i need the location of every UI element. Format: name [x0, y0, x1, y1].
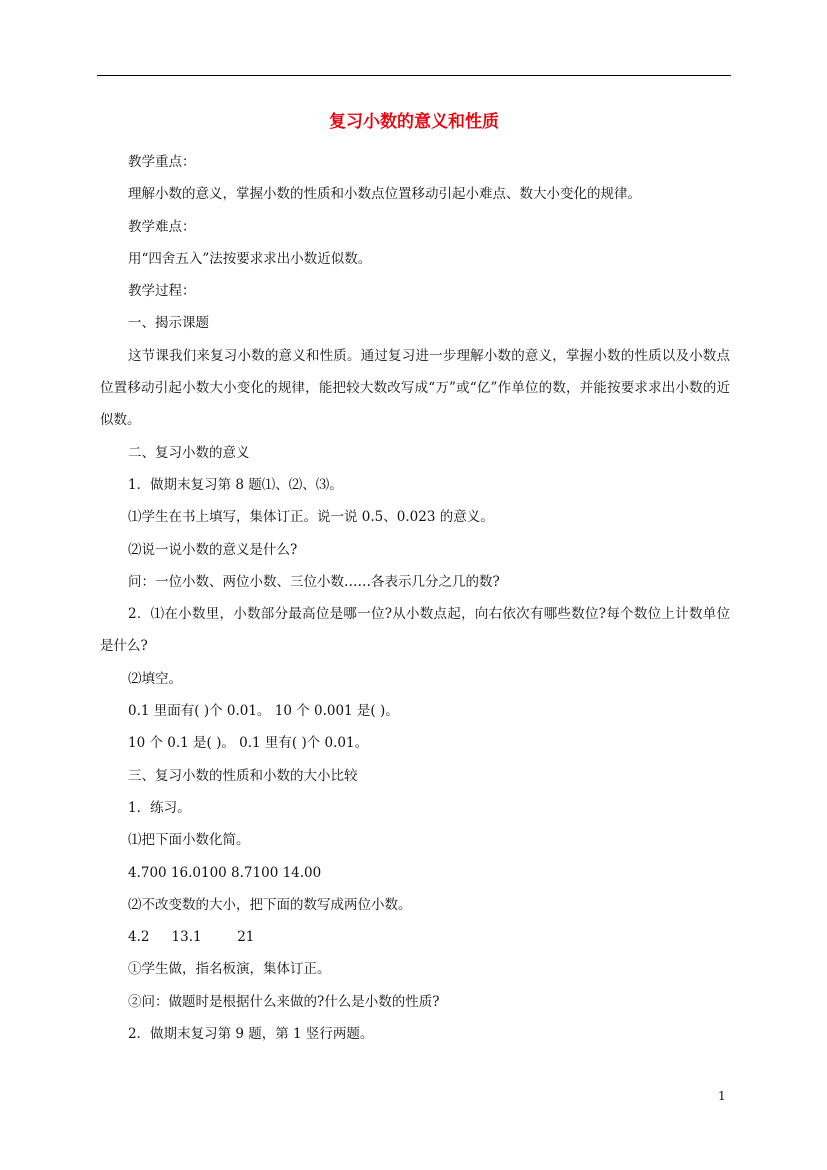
paragraph-exercise-9: 2．做期末复习第 9 题，第 1 竖行两题。 — [128, 1026, 374, 1043]
page-number: 1 — [718, 1089, 726, 1103]
header-rule — [97, 75, 731, 76]
paragraph-fill-blank-2: 10 个 0.1 是( )。 0.1 里有( )个 0.01。 — [128, 735, 369, 752]
paragraph-student-work: ①学生做，指名板演，集体订正。 — [128, 961, 331, 978]
paragraph-simplify: ⑴把下面小数化简。 — [128, 832, 250, 849]
paragraph-introduction: 这节课我们来复习小数的意义和性质。通过复习进一步理解小数的意义，掌握小数的性质以及小数点位置移动引起小数大小变化的规律，能把较大数改写成“万”或“亿”作单位的数，并能按要求求出小数的近似数。 — [100, 347, 730, 429]
paragraph-fill-blank-1: 0.1 里面有( )个 0.01。 10 个 0.001 是( )。 — [128, 703, 399, 720]
section-label-difficulties: 教学难点： — [128, 218, 196, 235]
document-body — [100, 146, 730, 1050]
paragraph-two-decimal-numbers: 4.2 13.1 21 — [128, 929, 255, 946]
paragraph-fill-blank-label: ⑵填空。 — [128, 670, 182, 687]
heading-part-one: 一、揭示课题 — [128, 315, 209, 332]
heading-part-two: 二、复习小数的意义 — [128, 444, 250, 461]
section-label-key-points: 教学重点： — [128, 154, 196, 170]
paragraph-meaning-question: ⑵说一说小数的意义是什么? — [128, 541, 298, 558]
paragraph-fill-in: ⑴学生在书上填写，集体订正。说一说 0.5、0.023 的意义。 — [128, 509, 494, 526]
section-label-process: 教学过程： — [128, 283, 196, 300]
paragraph-two-decimal: ⑵不改变数的大小，把下面的数写成两位小数。 — [128, 896, 412, 913]
heading-part-three: 三、复习小数的性质和小数的大小比较 — [128, 767, 358, 784]
paragraph-difficulties: 用“四舍五入”法按要求求出小数近似数。 — [128, 250, 372, 267]
paragraph-places-question: 问：一位小数、两位小数、三位小数……各表示几分之几的数? — [128, 573, 500, 590]
paragraph-key-points: 理解小数的意义，掌握小数的性质和小数点位置移动引起小难点、数大小变化的规律。 — [128, 186, 641, 203]
paragraph-digit-places: 2．⑴在小数里，小数部分最高位是哪一位?从小数点起，向右依次有哪些数位?每个数位上计数单位是什么? — [100, 606, 730, 655]
paragraph-property-question: ②问：做题时是根据什么来做的?什么是小数的性质? — [128, 993, 440, 1010]
paragraph-exercise-8: 1．做期末复习第 8 题⑴、⑵、⑶。 — [128, 476, 343, 493]
document-title: 复习小数的意义和性质 — [329, 112, 499, 132]
paragraph-simplify-numbers: 4.700 16.0100 8.7100 14.00 — [128, 864, 322, 881]
paragraph-practice: 1．练习。 — [128, 799, 191, 816]
